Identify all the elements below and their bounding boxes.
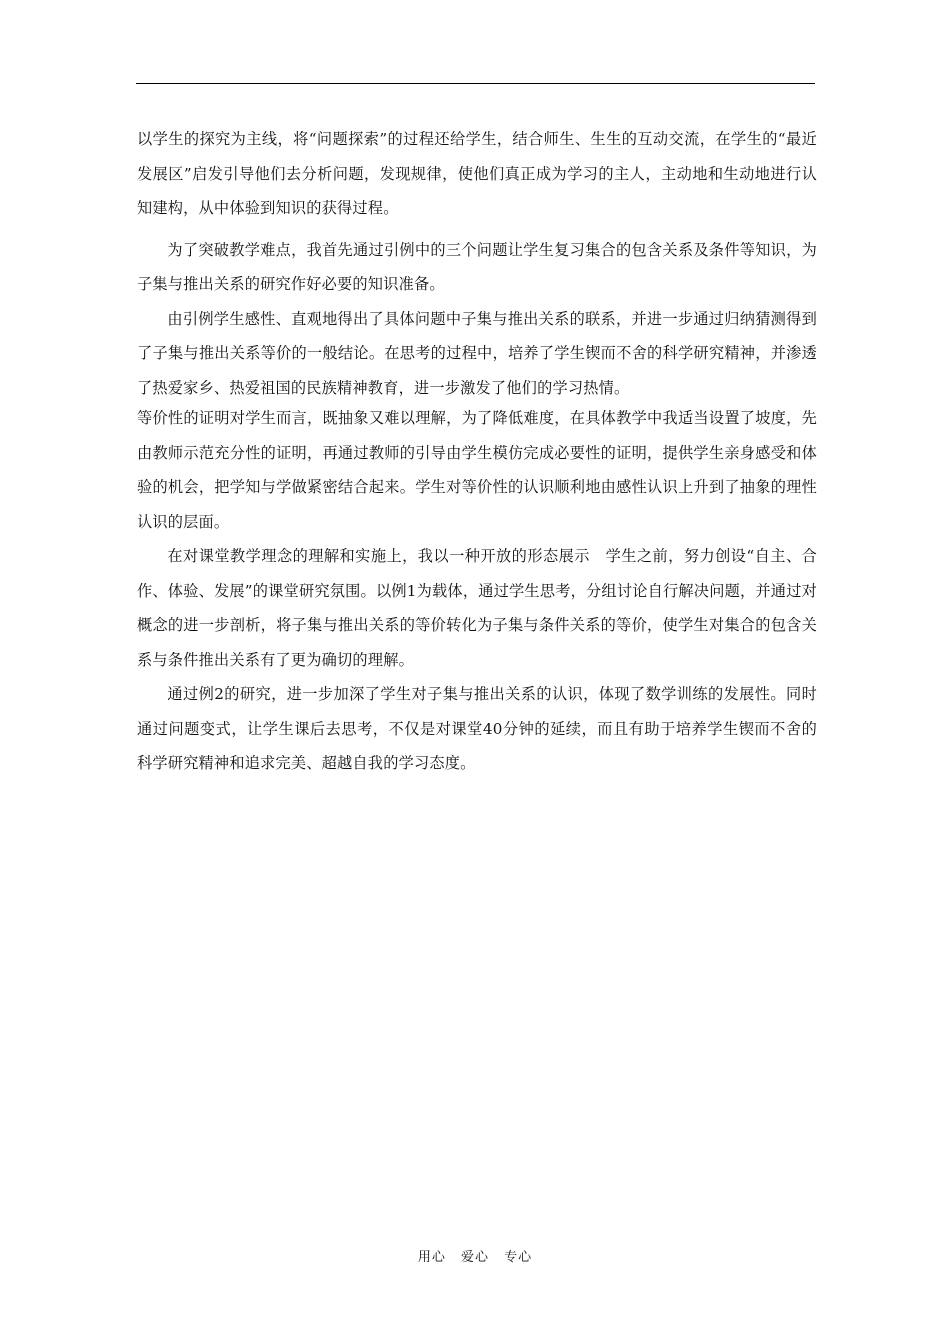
page-footer: 用心 爱心 专心: [417, 1250, 533, 1265]
paragraph-2: 为了突破教学难点，我首先通过引例中的三个问题让学生复习集合的包含关系及条件等知识，为子集与推出关系的研究作好必要的知识准备。: [137, 240, 817, 293]
paragraph-4: 等价性的证明对学生而言，既抽象又难以理解，为了降低难度，在具体教学中我适当设置了坡度，先由教师示范充分性的证明，再通过教师的引导由学生模仿完成必要性的证明，提供学生亲身感受和体验的机会，把学知与学做紧密结合起来。学生对等价性的认识顺利地由感性认识上升到了抽象的理性认识的层面。: [137, 409, 817, 531]
header-rule: [136, 83, 815, 84]
document-body: [137, 122, 817, 781]
paragraph-5: 在对课堂教学理念的理解和实施上，我以一种开放的形态展示 学生之前，努力创设“自主、合作、体验、发展”的课堂研究氛围。以例1为载体，通过学生思考，分组讨论自行解决问题，并通过对概念的进一步剖析，将子集与推出关系的等价转化为子集与条件关系的等价，使学生对集合的包含关系与条件推出关系有了更为确切的理解。: [137, 547, 817, 669]
paragraph-6: 通过例2的研究，进一步加深了学生对子集与推出关系的认识，体现了数学训练的发展性。同时通过问题变式，让学生课后去思考，不仅是对课堂40分钟的延续，而且有助于培养学生锲而不舍的科学研究精神和追求完美、超越自我的学习态度。: [137, 685, 817, 772]
paragraph-3: 由引例学生感性、直观地得出了具体问题中子集与推出关系的联系，并进一步通过归纳猜测得到了子集与推出关系等价的一般结论。在思考的过程中，培养了学生锲而不舍的科学研究精神，并渗透了热爱家乡、热爱祖国的民族精神教育，进一步激发了他们的学习热情。: [137, 309, 817, 397]
paragraph-1: 以学生的探究为主线，将“问题探索”的过程还给学生，结合师生、生生的互动交流，在学生的“最近发展区”启发引导他们去分析问题，发现规律，使他们真正成为学习的主人，主动地和生动地进行认知建构，从中体验到知识的获得过程。: [137, 130, 817, 217]
